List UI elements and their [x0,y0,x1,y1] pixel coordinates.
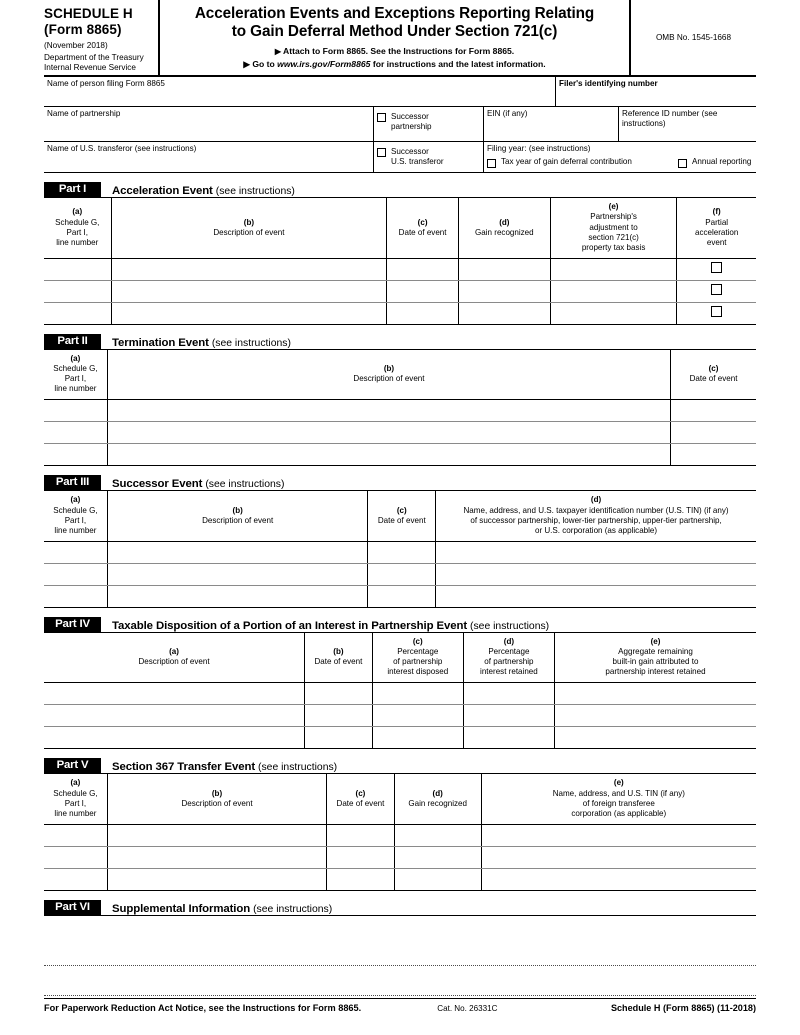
part-title [101,334,756,349]
table-cell[interactable] [671,422,756,444]
table-cell[interactable] [554,705,756,727]
name-of-person-filing-field[interactable] [44,77,556,106]
table-cell[interactable] [368,541,436,563]
successor-transferor-checkbox-cell[interactable] [374,142,484,172]
omb-block [631,0,756,75]
table-cell[interactable] [436,585,756,607]
column-header [107,774,326,824]
table-cell[interactable] [111,302,387,324]
supplemental-information-area[interactable] [44,916,756,996]
column-header-line: of successor partnership, lower-tier partnership, upper-tier partnership, [470,515,722,525]
table-cell[interactable] [44,824,107,846]
column-header-line: Part I, [66,227,88,237]
department-line-1: Department of the Treasury [44,53,144,63]
reference-id-field[interactable] [619,107,756,141]
column-header [671,350,756,400]
goto-instruction [168,59,621,71]
column-letter: (d) [503,636,515,646]
filing-year-label: Filing year: (see instructions) [487,144,591,154]
column-header [44,774,107,824]
partial-acceleration-event-cell[interactable] [677,280,756,302]
see-instructions-note: (see instructions) [211,337,291,349]
column-header [387,198,459,258]
part-header-bar [44,617,756,633]
column-header-line: line number [54,808,97,818]
successor-us-transferor-label-l1: Successor [391,147,429,157]
table-cell[interactable] [107,868,326,890]
table-row[interactable] [44,585,756,607]
column-header-line: Date of event [398,227,447,237]
revision-date: (November 2018) [44,40,108,50]
column-letter: (a) [70,495,81,505]
table-cell[interactable] [107,400,670,422]
name-of-us-transferor-field[interactable] [44,142,374,172]
column-letter: (b) [211,788,223,798]
column-letter: (e) [608,202,619,212]
parent-form-name: (Form 8865) [44,21,122,37]
successor-us-transferor-label [391,147,444,167]
column-header [550,198,677,258]
column-letter: (f) [712,207,721,217]
attach-instruction-text: Attach to Form 8865. See the Instructions for Form 8865. [283,45,515,56]
table-header-row [44,198,756,258]
column-letter: (c) [355,788,366,798]
paperwork-reduction-notice: For Paperwork Reduction Act Notice, see the Instructions for Form 8865. [44,1003,362,1013]
table-cell[interactable] [550,258,677,280]
part-title [101,475,756,490]
ein-field[interactable] [484,107,619,141]
table-header-row [44,774,756,824]
id-row-transferor [44,142,756,172]
part-data-table [44,350,756,467]
column-letter: (b) [383,364,395,374]
part-title [101,617,756,632]
column-header-line: section 721(c) [588,232,639,242]
column-header-line: event [706,237,727,247]
column-letter: (d) [590,495,602,505]
column-letter: (b) [333,647,344,657]
partial-acceleration-event-checkbox[interactable] [711,306,722,317]
department-line-2: Internal Revenue Service [44,63,136,73]
column-header-line: line number [54,384,97,394]
column-header-line: Description of event [181,798,253,808]
table-cell[interactable] [44,705,305,727]
id-row-partnership [44,107,756,142]
table-cell[interactable] [436,563,756,585]
tax-year-gain-deferral-label: Tax year of gain deferral contribution [501,157,632,167]
column-header [368,491,436,541]
column-header-line: Description of event [213,227,285,237]
part-badge: Part I [44,182,101,197]
column-header [44,491,107,541]
column-header-line: interest disposed [387,667,449,677]
table-row[interactable] [44,824,756,846]
column-header-line: Part I, [64,374,87,384]
column-header-line: Name, address, and U.S. TIN (if any) [552,788,685,798]
part-title [101,758,756,773]
table-row[interactable] [44,258,756,280]
table-cell[interactable] [387,258,459,280]
ein-label: EIN (if any) [487,109,528,119]
column-header-line: Aggregate remaining [618,647,693,657]
column-header-line: or U.S. corporation (as applicable) [534,525,658,535]
column-header [436,491,756,541]
part-header-bar [44,900,756,916]
supplemental-writing-line[interactable] [44,932,756,966]
column-header-line: Date of event [336,798,385,808]
table-cell[interactable] [550,302,677,324]
annual-reporting-option[interactable] [678,157,751,167]
name-of-partnership-label: Name of partnership [47,109,121,119]
column-header-line: Part I, [64,798,87,808]
table-cell[interactable] [44,868,107,890]
part-header-bar [44,182,756,198]
see-instructions-note: (see instructions) [470,620,550,632]
column-header [458,198,550,258]
table-cell[interactable] [372,727,463,749]
part-header-bar [44,334,756,350]
part-title-text: Successor Event [112,478,203,491]
table-cell[interactable] [387,302,459,324]
column-header [44,633,305,683]
table-row[interactable] [44,422,756,444]
column-header-line: Description of event [353,374,425,384]
table-cell[interactable] [44,258,111,280]
column-header-line: property tax basis [581,242,646,252]
column-header [305,633,373,683]
table-row[interactable] [44,868,756,890]
table-cell[interactable] [327,868,395,890]
column-letter: (c) [396,505,407,515]
table-cell[interactable] [44,846,107,868]
table-cell[interactable] [436,541,756,563]
table-cell[interactable] [107,563,368,585]
part-badge: Part IV [44,617,101,632]
column-header-line: interest retained [480,667,538,677]
table-row[interactable] [44,683,756,705]
goto-suffix: for instructions and the latest information. [372,58,546,69]
schedule-identity-block [44,0,160,75]
catalog-number: Cat. No. 26331C [437,1004,498,1013]
part-title [101,900,756,915]
part-badge: Part II [44,334,101,349]
column-header-line: Gain recognized [475,227,534,237]
table-header-row [44,491,756,541]
table-cell[interactable] [463,683,554,705]
column-header [677,198,756,258]
table-cell[interactable] [44,541,107,563]
name-of-us-transferor-label: Name of U.S. transferor (see instructions) [47,144,197,154]
table-cell[interactable] [107,422,670,444]
column-header-line: line number [56,237,99,247]
column-header-line: partnership interest retained [605,667,706,677]
table-cell[interactable] [481,846,756,868]
column-header [481,774,756,824]
tax-year-gain-deferral-option[interactable] [487,157,632,167]
filers-identifying-number-label: Filer's identifying number [559,79,658,89]
column-header-line: Part I, [64,515,87,525]
column-letter: (e) [613,778,624,788]
form-footer [44,998,756,1013]
table-cell[interactable] [387,280,459,302]
form-title-line-2: to Gain Deferral Method Under Section 721(c) [231,22,558,40]
column-letter: (a) [169,647,179,657]
table-row[interactable] [44,400,756,422]
table-header-row [44,633,756,683]
successor-partnership-checkbox[interactable] [377,113,386,122]
partial-acceleration-event-checkbox[interactable] [711,262,722,273]
attach-instruction [168,46,621,58]
table-cell[interactable] [394,846,481,868]
table-cell[interactable] [305,727,373,749]
table-cell[interactable] [44,400,107,422]
table-cell[interactable] [44,444,107,466]
successor-partnership-checkbox-cell[interactable] [374,107,484,141]
table-cell[interactable] [463,727,554,749]
table-row[interactable] [44,444,756,466]
identification-block [44,77,756,173]
part-data-table [44,633,756,750]
table-cell[interactable] [44,302,111,324]
column-letter: (e) [650,636,661,646]
supplemental-writing-line[interactable] [44,966,756,996]
part-data-table [44,491,756,608]
id-row-filer [44,77,756,107]
table-row[interactable] [44,846,756,868]
table-cell[interactable] [107,585,368,607]
successor-us-transferor-label-l2: U.S. transferor [391,157,444,167]
column-letter: (a) [72,207,83,217]
table-cell[interactable] [554,683,756,705]
part-title [101,182,756,197]
see-instructions-note: (see instructions) [205,479,285,491]
column-header-line: Date of event [314,657,363,667]
reference-id-label: Reference ID number (see instructions) [622,109,718,129]
column-header [394,774,481,824]
column-header-line: Schedule G, [55,217,100,227]
table-cell[interactable] [44,727,305,749]
table-cell[interactable] [327,846,395,868]
table-cell[interactable] [481,824,756,846]
see-instructions-note: (see instructions) [215,186,295,198]
see-instructions-note: (see instructions) [258,762,338,774]
omb-number: OMB No. 1545-1668 [655,33,732,43]
column-header [327,774,395,824]
table-cell[interactable] [481,868,756,890]
column-header-line: Partial [705,217,729,227]
column-header [107,350,670,400]
column-letter: (d) [432,788,443,798]
triangle-bullet-icon-2: ▶ [243,58,250,69]
column-header-line: of foreign transferee [582,798,655,808]
part-title-text: Supplemental Information [112,902,251,915]
table-cell[interactable] [394,824,481,846]
column-letter: (d) [499,217,510,227]
column-letter: (b) [243,217,255,227]
column-letter: (c) [412,636,423,646]
table-cell[interactable] [44,585,107,607]
schedule-name: SCHEDULE H [44,6,133,21]
annual-reporting-label: Annual reporting [691,157,752,167]
tax-year-gain-deferral-checkbox[interactable] [487,159,496,168]
column-header [554,633,756,683]
part-title-text: Acceleration Event [112,185,213,198]
column-header-line: of partnership [393,657,443,667]
table-cell[interactable] [368,563,436,585]
column-letter: (b) [232,505,243,515]
column-header-line: Schedule G, [53,364,98,374]
successor-us-transferor-checkbox[interactable] [377,148,386,157]
successor-partnership-label-l1: Successor [391,112,429,122]
goto-prefix: Go to [252,58,275,69]
column-header [44,350,107,400]
table-row[interactable] [44,302,756,324]
table-cell[interactable] [111,258,387,280]
successor-partnership-label [391,112,432,132]
partial-acceleration-event-cell[interactable] [677,302,756,324]
table-cell[interactable] [305,705,373,727]
table-cell[interactable] [554,727,756,749]
column-header-line: Percentage [397,647,439,657]
table-cell[interactable] [550,280,677,302]
form-parts-container [44,182,756,996]
filers-identifying-number-field[interactable] [556,77,756,106]
name-of-person-filing-label: Name of person filing Form 8865 [47,79,165,89]
column-header-line: Percentage [488,647,530,657]
see-instructions-note: (see instructions) [253,903,333,915]
column-header-line: Schedule G, [53,788,98,798]
column-letter: (c) [417,217,428,227]
partial-acceleration-event-cell[interactable] [677,258,756,280]
form-reference: Schedule H (Form 8865) (11-2018) [610,1003,756,1013]
table-row[interactable] [44,705,756,727]
column-header-line: acceleration [694,227,739,237]
form-title-block [160,0,631,75]
form-title-line-1: Acceleration Events and Exceptions Reporting Relating [194,5,595,22]
table-row[interactable] [44,727,756,749]
column-header-line: corporation (as applicable) [571,808,667,818]
part-title-text: Taxable Disposition of a Portion of an Interest in Partnership Event [112,619,468,632]
column-letter: (c) [708,364,719,374]
table-cell[interactable] [671,400,756,422]
table-cell[interactable] [368,585,436,607]
table-cell[interactable] [44,683,305,705]
table-cell[interactable] [372,683,463,705]
triangle-bullet-icon: ▶ [274,46,281,56]
table-cell[interactable] [107,444,670,466]
part-badge: Part VI [44,900,101,915]
partial-acceleration-event-checkbox[interactable] [711,284,722,295]
table-cell[interactable] [458,280,550,302]
column-header-line: line number [54,525,97,535]
table-header-row [44,350,756,400]
column-header-line: Gain recognized [408,798,467,808]
filing-year-cell [484,142,756,172]
table-cell[interactable] [305,683,373,705]
column-header-line: of partnership [484,657,534,667]
column-header-line: Schedule G, [53,505,98,515]
part-badge: Part III [44,475,101,490]
part-data-table [44,774,756,891]
irs-website-link[interactable]: www.irs.gov/Form8865 [277,58,371,69]
column-header [372,633,463,683]
column-letter: (a) [70,353,81,363]
part-header-bar [44,758,756,774]
table-cell[interactable] [107,541,368,563]
table-cell[interactable] [107,846,326,868]
annual-reporting-checkbox[interactable] [678,159,687,168]
table-cell[interactable] [44,422,107,444]
table-cell[interactable] [372,705,463,727]
part-header-bar [44,475,756,491]
column-header [463,633,554,683]
column-header-line: Name, address, and U.S. taxpayer identification number (U.S. TIN) (if any) [463,505,729,515]
table-cell[interactable] [44,280,111,302]
column-header-line: built-in gain attributed to [612,657,699,667]
column-header-line: Partnership's [590,212,637,222]
table-row[interactable] [44,563,756,585]
table-cell[interactable] [463,705,554,727]
part-title-text: Termination Event [112,336,209,349]
name-of-partnership-field[interactable] [44,107,374,141]
table-cell[interactable] [458,258,550,280]
table-cell[interactable] [458,302,550,324]
part-title-text: Section 367 Transfer Event [112,761,256,774]
column-header-line: adjustment to [589,222,638,232]
column-header [107,491,368,541]
column-letter: (a) [70,778,81,788]
table-cell[interactable] [107,824,326,846]
column-header-line: Description of event [138,657,210,667]
table-cell[interactable] [111,280,387,302]
column-header-line: Date of event [377,515,426,525]
table-cell[interactable] [394,868,481,890]
column-header [44,198,111,258]
column-header-line: Date of event [689,374,738,384]
column-header [111,198,387,258]
table-row[interactable] [44,280,756,302]
column-header-line: Description of event [202,515,274,525]
part-data-table [44,198,756,325]
part-badge: Part V [44,758,101,773]
successor-partnership-label-l2: partnership [391,122,432,132]
table-cell[interactable] [671,444,756,466]
table-row[interactable] [44,541,756,563]
form-header [44,0,756,77]
table-cell[interactable] [44,563,107,585]
table-cell[interactable] [327,824,395,846]
